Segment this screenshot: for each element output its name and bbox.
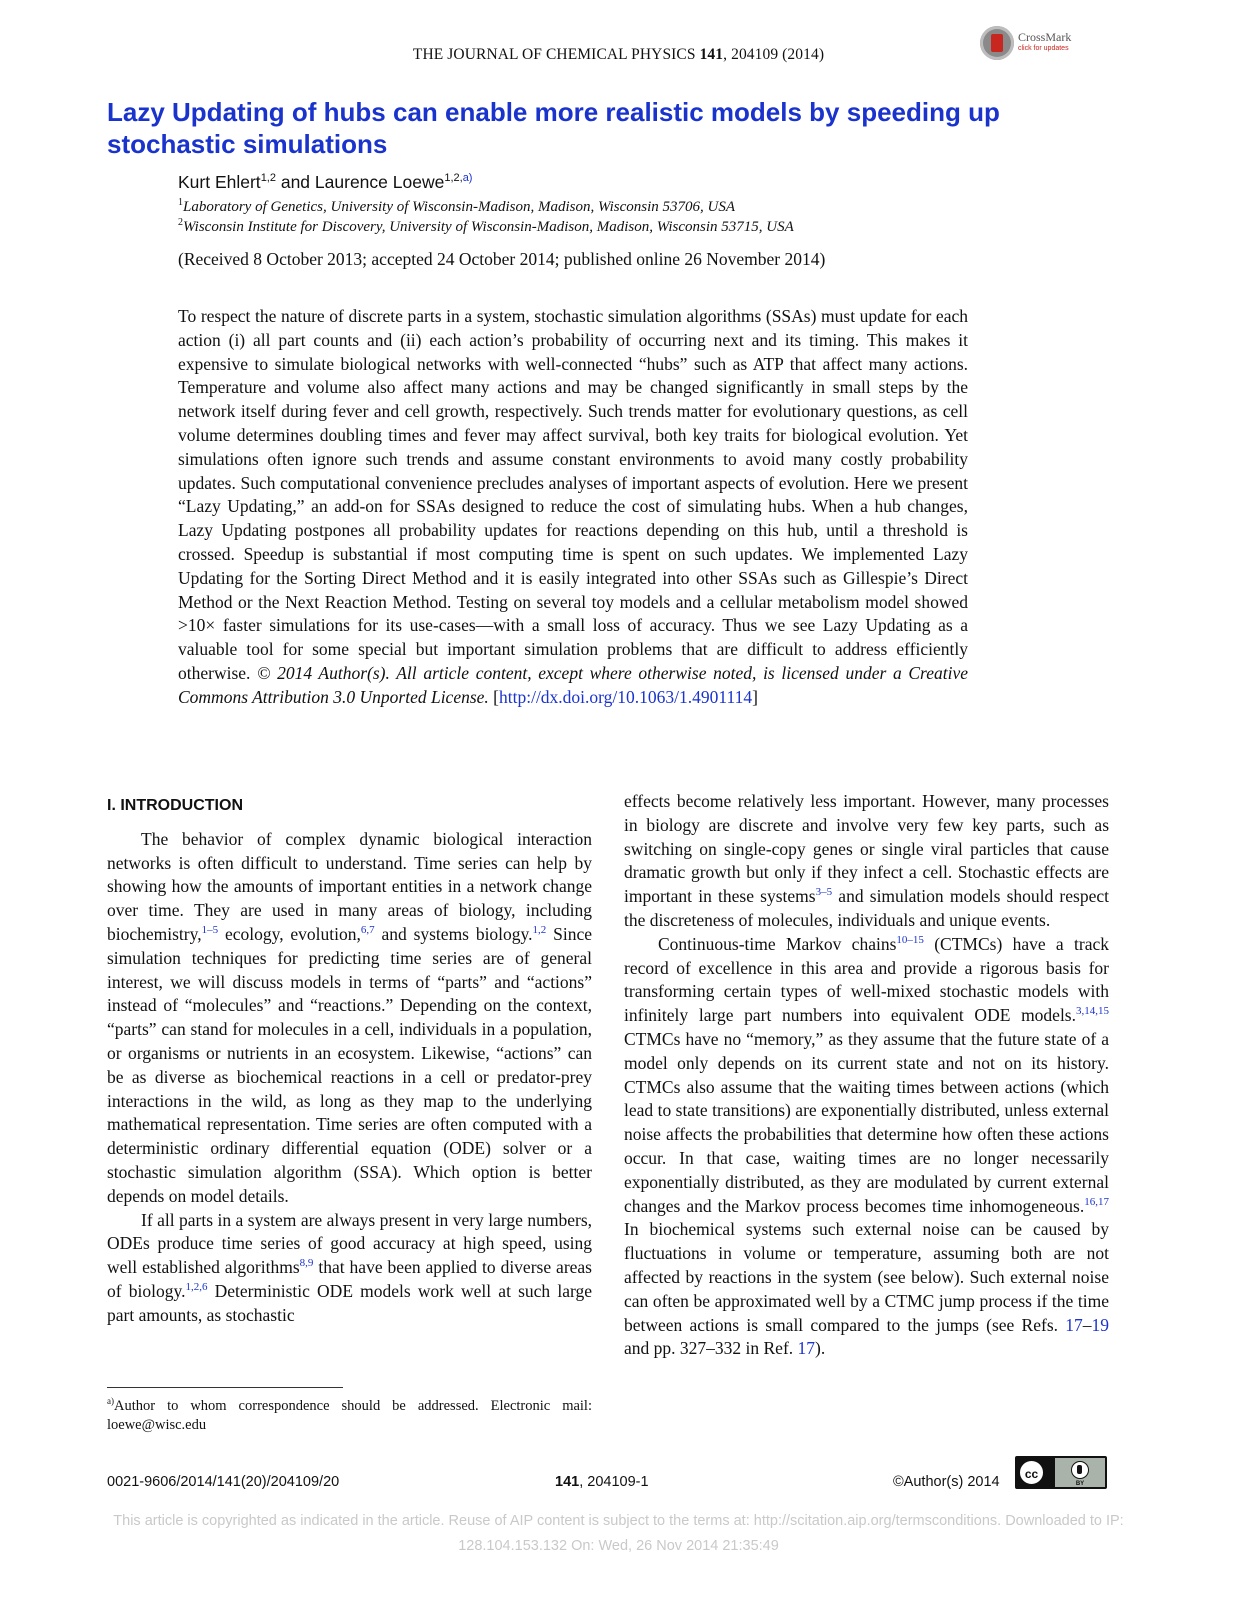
paragraph <box>624 933 1109 1361</box>
doi-bracket: ] <box>752 686 758 707</box>
footer-volume: 141 <box>555 1474 580 1490</box>
affiliation <box>178 217 794 236</box>
crossmark-icon <box>980 26 1014 60</box>
received-dates: (Received 8 October 2013; accepted 24 October 2014; published online 26 November 2014) <box>178 249 826 269</box>
body-text: CTMCs have no “memory,” as they assume that the future state of a model only depends on its current state and not on its history. CTMCs also assume that the waiting times between actions (which lead to state transitions) are exponentially distributed, unless external noise affects the probabilities that determine how often these actions occur. In that case, waiting times are no longer necessarily exponentially distributed, as they are modulated by current external changes and the Markov process becomes time inhomogeneous. <box>624 1028 1109 1216</box>
by-label: BY <box>1075 1481 1085 1487</box>
body-text: Deterministic ODE models work well at such large part amounts, as stochastic <box>107 1280 593 1325</box>
author-list <box>178 172 472 193</box>
watermark-line: 128.104.153.132 On: Wed, 26 Nov 2014 21:35:49 <box>458 1538 779 1554</box>
abstract <box>178 305 968 710</box>
body-text: The behavior of complex dynamic biological interaction networks is often difficult to understand. Time series can help by showing how the amounts of important entities in a network change over time. They are used in many areas of biology, including biochemistry, <box>107 828 592 944</box>
right-column <box>624 790 1109 1361</box>
body-text: (CTMCs) have a track record of excellence in this area and provide a rigorous basis for transforming certain types of well-mixed stochastic models with infinitely large part numbers into equivalent ODE models. <box>624 933 1109 1026</box>
body-text: – <box>1082 1314 1092 1335</box>
citation-link[interactable]: 17 <box>1065 1314 1083 1335</box>
download-watermark <box>0 1509 1237 1559</box>
author-affil-ref: 1,2 <box>260 172 276 185</box>
body-text: ). <box>815 1338 826 1359</box>
affiliation-text: Laboratory of Genetics, University of Wisconsin-Madison, Madison, Wisconsin 53706, USA <box>183 199 736 215</box>
body-text: effects become relatively less important. However, many processes in biology are discrete and involve very few key parts, such as switching on single-copy genes or single viral particles that cause dramatic growth but only if they infect a cell. Stochastic effects are important in these systems <box>624 791 1109 907</box>
watermark-line: This article is copyrighted as indicated in the article. Reuse of AIP content is subject to the terms at: http://scitation.aip.org/termsconditions. Downloaded to IP: <box>113 1513 1124 1529</box>
crossmark-sublabel: click for updates <box>1018 45 1069 52</box>
affiliation-number: 2 <box>178 217 183 228</box>
doi-link[interactable]: http://dx.doi.org/10.1063/1.4901114 <box>499 686 753 707</box>
journal-name: THE JOURNAL OF CHEMICAL PHYSICS <box>412 46 696 63</box>
footnote <box>107 1392 592 1435</box>
body-text: ecology, evolution, <box>218 923 361 944</box>
citation-link[interactable]: 1,2 <box>532 924 547 937</box>
author-connector: and <box>275 172 315 192</box>
footnote-mark: a) <box>107 1396 114 1406</box>
paragraph <box>624 790 1109 933</box>
person-icon <box>1071 1461 1089 1479</box>
citation-link[interactable]: 1–5 <box>201 924 219 937</box>
affiliation-number: 1 <box>178 197 183 208</box>
crossmark-label: CrossMark <box>1018 30 1072 44</box>
footer-copyright: ©Author(s) 2014 <box>893 1474 1000 1490</box>
footer-issn: 0021-9606/2014/141(20)/204109/20 <box>107 1474 340 1490</box>
author-name: Laurence Loewe <box>314 172 445 192</box>
doi-bracket: [ <box>488 686 499 707</box>
author-affil-ref: 1,2, <box>444 172 463 185</box>
footer-page-number <box>555 1474 649 1490</box>
journal-volume: 141 <box>699 46 724 63</box>
affiliation-text: Wisconsin Institute for Discovery, University of Wisconsin-Madison, Madison, Wisconsin 53715, USA <box>183 219 794 235</box>
citation-link[interactable]: 3–5 <box>815 886 833 899</box>
creative-commons-badge[interactable] <box>1015 1456 1107 1489</box>
citation-link[interactable]: 8,9 <box>299 1257 314 1270</box>
citation-link[interactable]: 1,2,6 <box>185 1281 208 1294</box>
citation-link[interactable]: 10–15 <box>896 933 924 946</box>
body-text: that have been applied to diverse areas of biology. <box>107 1257 592 1301</box>
paper-title: Lazy Updating of hubs can enable more realistic models by speeding up stochastic simulations <box>107 97 1000 159</box>
body-text: Continuous-time Markov chains <box>658 933 897 954</box>
author-name: Kurt Ehlert <box>178 172 261 192</box>
citation-link[interactable]: 16,17 <box>1084 1195 1109 1208</box>
cc-icon: cc <box>1018 1459 1045 1486</box>
footer-page: , 204109-1 <box>579 1474 649 1490</box>
citation-link[interactable]: 19 <box>1091 1314 1109 1335</box>
by-section <box>1055 1458 1105 1487</box>
citation-link[interactable]: 3,14,15 <box>1076 1005 1109 1018</box>
crossmark-badge[interactable] <box>980 24 1092 64</box>
license-statement: © 2014 Author(s). All article content, except where otherwise noted, is licensed under a Creative Commons Attribution 3.0 Unported License. <box>178 662 968 707</box>
abstract-text: To respect the nature of discrete parts in a system, stochastic simulation algorithms (SSAs) must update for each action (i) all part counts and (ii) each action’s probability of occurring next and its timing. This makes it expensive to simulate biological networks with well-connected “hubs” such as ATP that affect many actions. Temperature and volume also affect many actions and may be changed significantly in small steps by the network itself during fever and cell growth, respectively. Such trends matter for evolutionary questions, as cell volume determines doubling times and fever may affect survival, both key traits for biological evolution. Yet simulations often ignore such trends and assume constant environments to avoid many costly probability updates. Such computational convenience precludes analyses of important aspects of evolution. Here we present “Lazy Updating,” an add-on for SSAs designed to reduce the cost of simulating hubs. When a hub changes, Lazy Updating postpones all probability updates for reactions depending on this hub, until a threshold is crossed. Speedup is substantial if most computing time is spent on such updates. We implemented Lazy Updating for the Sorting Direct Method and it is easily integrated into other SSAs such as Gillespie’s Direct Method or the Next Reaction Method. Testing on several toy models and a cellular metabolism model showed >10× faster simulations for its use-cases—with a small loss of accuracy. Thus we see Lazy Updating as a valuable tool for some special but important simulation problems that are difficult to address efficiently otherwise. <box>178 306 968 683</box>
footnote-link[interactable]: a) <box>462 172 473 185</box>
section-heading: I. INTRODUCTION <box>107 797 243 814</box>
citation-link[interactable]: 6,7 <box>360 924 375 937</box>
paragraph <box>107 1209 592 1328</box>
body-text: and pp. 327–332 in Ref. <box>624 1338 798 1359</box>
citation-link[interactable]: 17 <box>797 1338 816 1359</box>
body-text: In biochemical systems such external noise can be caused by fluctuations in volume or temperature, assuming both are not affected by reactions in the system (see below). Such external noise can often be approximated well by a CTMC jump process if the time between actions is small compared to the jumps (see Refs. <box>624 1219 1109 1335</box>
body-text: and systems biology. <box>374 923 533 944</box>
left-column <box>107 790 592 1328</box>
footnote-text: Author to whom correspondence should be addressed. Electronic mail: loewe@wisc.edu <box>107 1397 592 1433</box>
affiliation <box>178 197 735 216</box>
body-text: If all parts in a system are always present in very large numbers, ODEs produce time series of good accuracy at high speed, using well established algorithms <box>107 1209 592 1278</box>
footnote-divider <box>107 1387 343 1388</box>
body-text: Since simulation techniques for predicting time series are of general interest, we will discuss models in terms of “parts” and “actions” instead of “molecules” and “reactions.” Depending on the context, “parts” can stand for molecules in a cell, individuals in a population, or organisms or nutrients in an ecosystem. Likewise, “actions” can be as diverse as biochemical reactions in a cell or predator-prey interactions in the wild, as long as they map to the underlying mathematical representation. Time series are often computed with a deterministic ordinary differential equation (ODE) solver or a stochastic simulation algorithm (SSA). Which option is better depends on model details. <box>107 923 592 1206</box>
article-info: , 204109 (2014) <box>723 46 825 63</box>
body-text: and simulation models should respect the discreteness of molecules, individuals and unique events. <box>624 886 1109 930</box>
paragraph <box>107 828 592 1209</box>
